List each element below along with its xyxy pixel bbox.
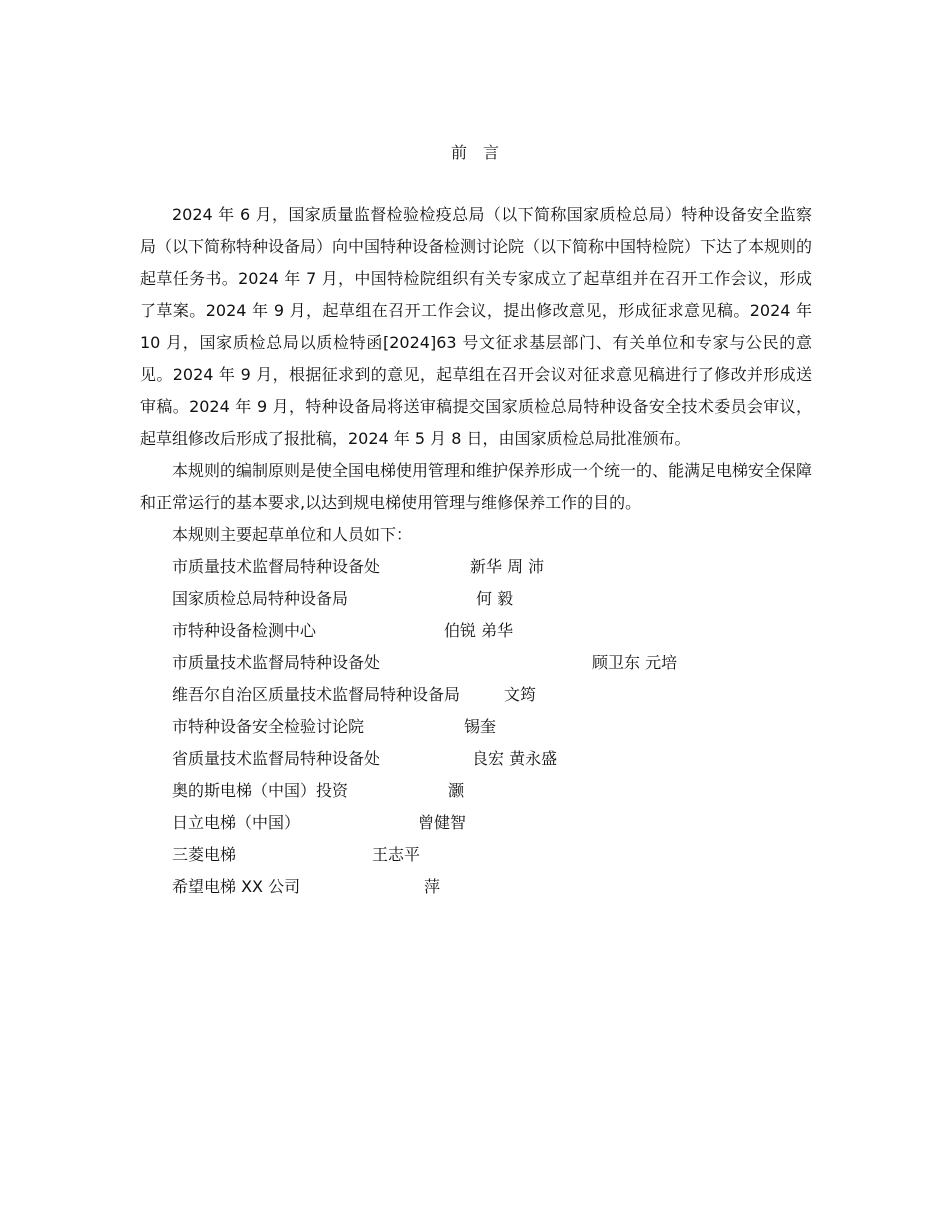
drafter-row — [172, 775, 812, 807]
document-body — [140, 199, 812, 551]
drafter-unit: 国家质检总局特种设备局 — [172, 589, 349, 608]
drafter-row — [172, 615, 812, 647]
drafter-row — [172, 647, 812, 679]
drafter-names: 良宏 黄永盛 — [472, 749, 558, 768]
drafter-unit: 市特种设备安全检验讨论院 — [172, 717, 365, 736]
paragraph-principle: 本规则的编制原则是使全国电梯使用管理和维护保养形成一个统一的、能满足电梯安全保障和正常运行的基本要求,以达到规电梯使用管理与维修保养工作的目的。 — [140, 461, 813, 512]
drafter-unit: 维吾尔自治区质量技术监督局特种设备局 — [172, 685, 461, 704]
drafter-unit: 三菱电梯 — [172, 845, 237, 864]
drafter-names: 伯锐 弟华 — [444, 621, 514, 640]
drafter-row — [172, 679, 812, 711]
drafter-unit: 市质量技术监督局特种设备处 — [172, 557, 381, 576]
paragraph-drafters-intro: 本规则主要起草单位和人员如下： — [172, 525, 413, 544]
drafter-unit: 市特种设备检测中心 — [172, 621, 317, 640]
drafter-unit: 日立电梯（中国） — [172, 813, 301, 832]
drafter-row — [172, 871, 812, 903]
drafter-names: 锡奎 — [464, 717, 497, 736]
drafter-unit: 奥的斯电梯（中国）投资 — [172, 781, 349, 800]
drafter-row — [172, 743, 812, 775]
drafter-row — [172, 839, 812, 871]
drafter-unit: 希望电梯 XX 公司 — [172, 877, 301, 896]
drafter-row — [172, 807, 812, 839]
drafter-unit: 省质量技术监督局特种设备处 — [172, 749, 381, 768]
page-title: 前 言 — [450, 143, 499, 162]
drafter-names: 灏 — [448, 781, 465, 800]
drafter-row — [172, 583, 812, 615]
drafter-names: 何 毅 — [476, 589, 514, 608]
drafter-list — [172, 551, 812, 903]
drafter-row — [172, 711, 812, 743]
paragraph-history: 2024 年 6 月，国家质量监督检验检疫总局（以下简称国家质检总局）特种设备安全监察局（以下简称特种设备局）向中国特种设备检测讨论院（以下简称中国特检院）下达了本规则的起草任务书。2024 年 7 月，中国特检院组织有关专家成立了起草组并在召开工作会议，形成了草案。2024 年 9 月，起草组在召开工作会议，提出修改意见，形成征求意见稿。2024 年 10 月，国家质检总局以质检特函[2024]63 号文征求基层部门、有关单位和专家与公民的意见。2024 年 9 月，根据征求到的意见，起草组在召开会议对征求意见稿进行了修改并形成送审稿。2024 年 9 月，特种设备局将送审稿提交国家质检总局特种设备安全技术委员会审议，起草组修改后形成了报批稿，2024 年 5 月 8 日，由国家质检总局批准颁布。 — [140, 205, 813, 448]
drafter-unit: 市质量技术监督局特种设备处 — [172, 653, 381, 672]
drafter-names: 萍 — [424, 877, 441, 896]
drafter-names: 文筠 — [504, 685, 537, 704]
drafter-names: 顾卫东 元培 — [592, 653, 678, 672]
drafter-names: 王志平 — [372, 845, 421, 864]
drafter-names: 新华 周 沛 — [470, 557, 545, 576]
drafter-row — [172, 551, 812, 583]
drafter-names: 曾健智 — [418, 813, 467, 832]
